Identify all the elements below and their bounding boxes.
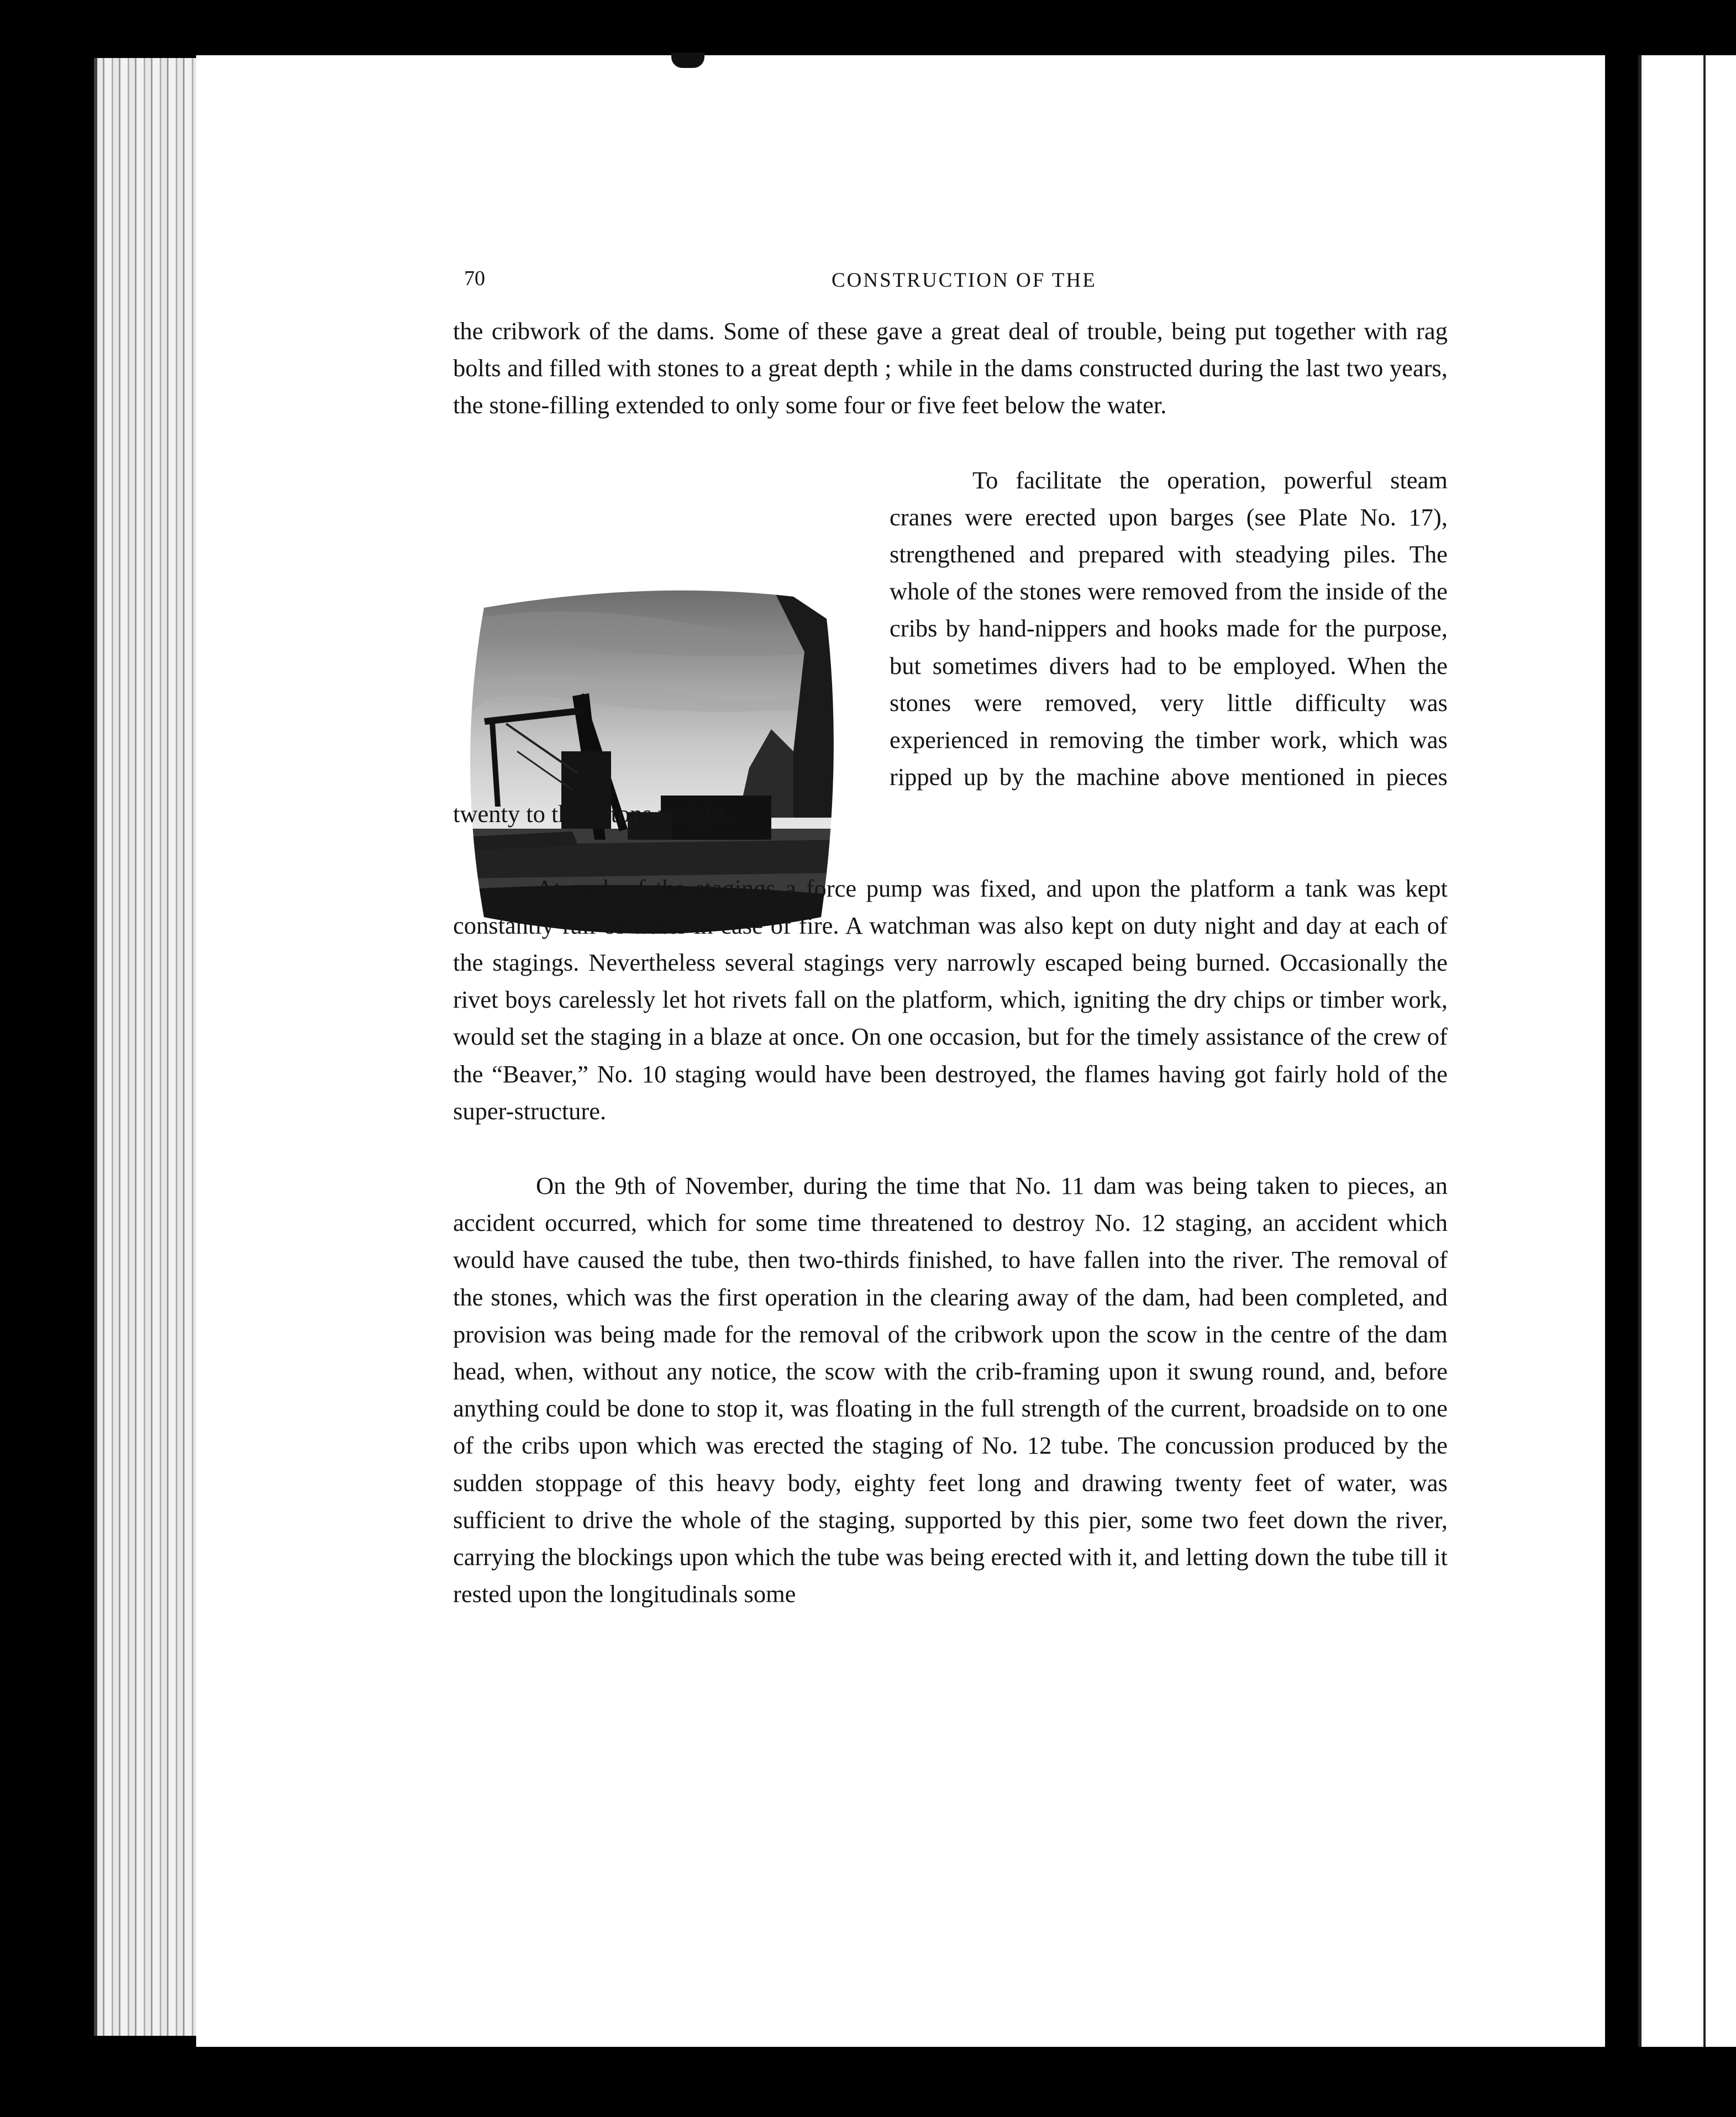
paragraph-4: On the 9th of November, during the time that No. 11 dam was being taken to pieces, an accident occurred, which for some time threatened to destroy No. 12 staging, an accident which would have caused the tube, then two-thirds finished, to have fallen into the river. The removal of the stones, which was the first operation in the clearing away of the dam, had been completed, and provision was being made for the removal of the cribwork upon the scow in the centre of the dam head, when, without any notice, the scow with the crib-framing upon it swung round, and, before anything could be done to stop it, was floating in the full strength of the current, broadside on to one of the cribs upon which was erected the staging of No. 12 tube. The concussion produced by the sudden stoppage of this heavy body, eighty feet long and drawing twenty feet of water, was sufficient to drive the whole of the staging, supported by this pier, some two feet down the river, carrying the blockings upon which the tube was being erected with it, and letting down the tube till it rested upon the longitudinals some xyxy=(453,1172,1448,1608)
body-text xyxy=(453,313,1448,1613)
facing-page-edge xyxy=(1638,55,1736,2047)
paragraph-3: At each of the stagings a force pump was fixed, and upon the platform a tank was kept constantly full of water in case of fire. A watchman was also kept on duty night and day at each of the stagings. Nevertheless several stagings very narrowly escaped being burned. Occasionally the rivet boys carelessly let hot rivets fall on the platform, which, igniting the dry chips or timber work, would set the staging in a blaze at once. On one occasion, but for the timely assistance of the crew of the “Beaver,” No. 10 staging would have been destroyed, the flames having got fairly hold of the super-structure. xyxy=(453,874,1448,1125)
running-title: CONSTRUCTION OF THE xyxy=(832,269,1097,292)
page-number: 70 xyxy=(464,267,485,290)
paragraph-2: To facilitate the operation, powerful steam cranes were erected upon barges (see Plate No. 17), strengthened and prepared with steadying piles. The whole of the stones were removed from the inside of the cribs by hand-nippers and hooks made for the purpose, but sometimes divers had to be employed. When the stones were removed, very little difficulty was experienced in removing the timber work, which was ripped up by the machine above mentioned in pieces twenty to thirty tons weight. xyxy=(453,466,1448,828)
paragraph-1: the cribwork of the dams. Some of these gave a great deal of trouble, being put together with rag bolts and filled with stones to a great depth ; while in the dams constructed during the last two years, the stone-filling extended to only some four or five feet below the water. xyxy=(453,317,1448,419)
figure-float-space xyxy=(453,462,890,788)
ink-mark xyxy=(671,52,704,68)
book-page-edges xyxy=(94,58,208,2036)
